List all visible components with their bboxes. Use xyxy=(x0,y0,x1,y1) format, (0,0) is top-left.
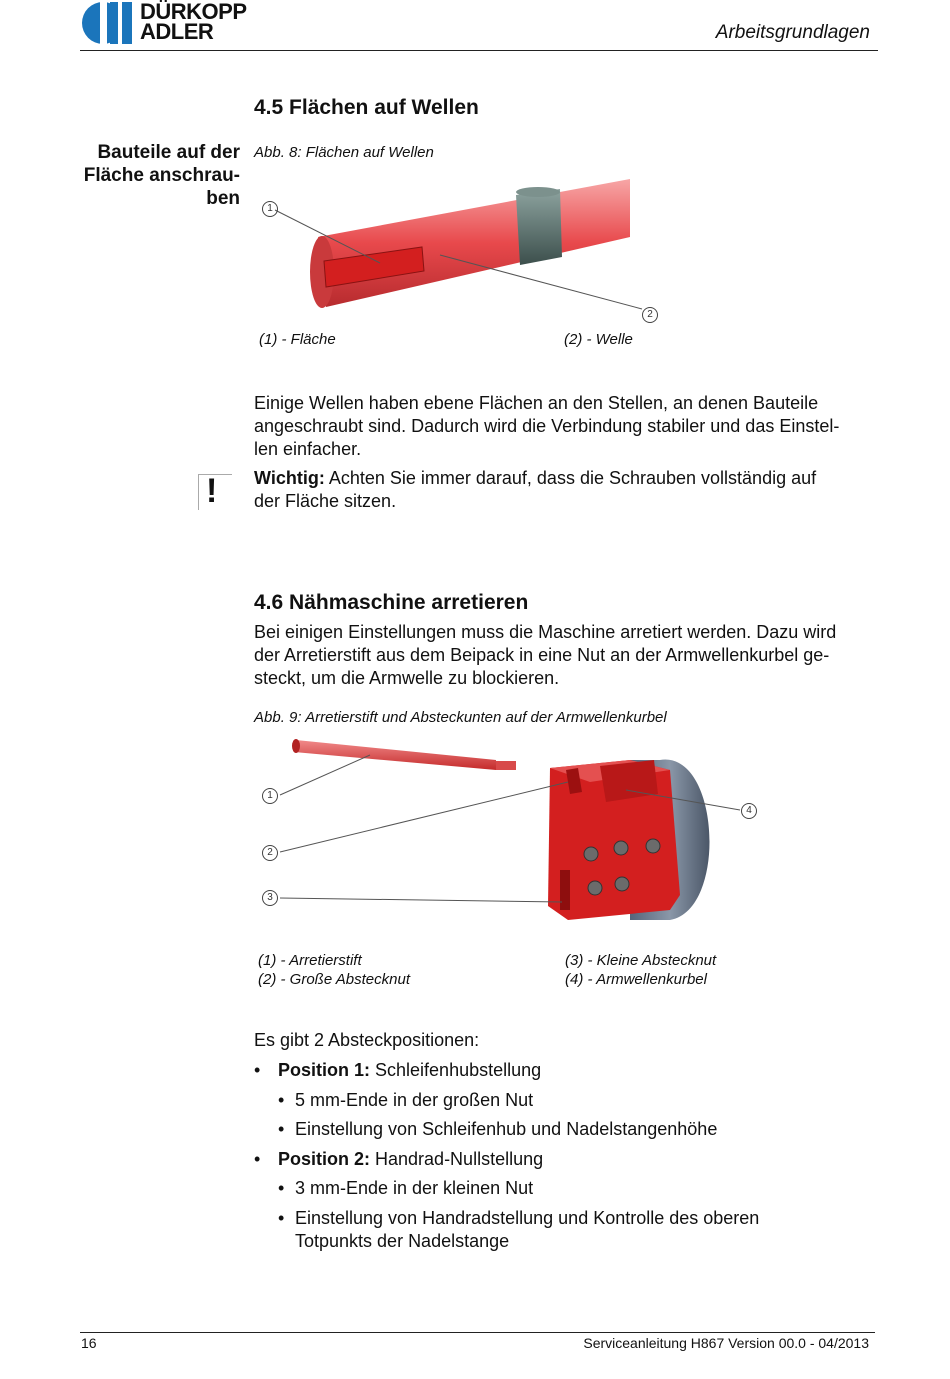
logo-mark-icon xyxy=(80,0,132,46)
logo-text-line1: DÜRKOPP xyxy=(140,0,247,24)
warning-line: der Fläche sitzen. xyxy=(254,491,397,511)
figure-8-shaft-illustration xyxy=(250,175,670,320)
paragraph-flaechen xyxy=(254,392,874,461)
legend-item-4: (4) - Armwellenkurbel xyxy=(565,971,707,988)
section-heading-4-6: 4.6 Nähmaschine arretieren xyxy=(254,591,529,614)
warning-line: Achten Sie immer darauf, dass die Schrauben vollständig auf xyxy=(324,468,817,488)
figure-caption-8: Abb. 8: Flächen auf Wellen xyxy=(254,144,434,161)
warning-icon xyxy=(198,474,232,510)
bullet: • xyxy=(254,1060,261,1080)
legend-item-1: (1) - Fläche xyxy=(259,331,336,348)
legend-item-2: (2) - Große Abstecknut xyxy=(258,971,410,988)
paragraph-line: Einige Wellen haben ebene Flächen an den Stellen, an denen Bauteile xyxy=(254,393,819,413)
callout-1: 1 xyxy=(262,201,278,217)
callout-1: 1 xyxy=(262,788,278,804)
callout-4: 4 xyxy=(741,803,757,819)
paragraph-line: len einfacher. xyxy=(254,439,362,459)
sub-item-text: Einstellung von Schleifenhub und Nadelstangenhöhe xyxy=(295,1119,718,1139)
margin-label-line: ben xyxy=(206,188,240,209)
legend-item-3: (3) - Kleine Abstecknut xyxy=(565,952,717,969)
header-divider xyxy=(80,50,878,51)
position-1-label: Position 1: xyxy=(278,1060,371,1080)
sub-item-text: 5 mm-Ende in der großen Nut xyxy=(295,1090,534,1110)
sub-item-text: 3 mm-Ende in der kleinen Nut xyxy=(295,1178,534,1198)
bullet: • xyxy=(254,1149,261,1169)
list-intro: Es gibt 2 Absteckpositionen: xyxy=(254,1030,480,1050)
warning-text xyxy=(254,467,874,513)
sub-item-text: Einstellung von Handradstellung und Kontrolle des oberen xyxy=(295,1208,760,1228)
shaft-ring xyxy=(516,189,562,265)
figure-9-crank-illustration xyxy=(250,730,770,945)
page-number: 16 xyxy=(81,1335,97,1351)
bullet: • xyxy=(278,1119,285,1139)
document-info: Serviceanleitung H867 Version 00.0 - 04/2013 xyxy=(583,1335,869,1351)
bullet: • xyxy=(278,1090,285,1110)
margin-label-line: Bauteile auf der xyxy=(97,142,240,163)
position-1-text: Schleifenhubstellung xyxy=(370,1060,542,1080)
sub-item-text: Totpunkts der Nadelstange xyxy=(295,1231,510,1251)
margin-label-line: Fläche anschrau- xyxy=(83,165,240,186)
paragraph-line: der Arretierstift aus dem Beipack in eine Nut an der Armwellenkurbel ge- xyxy=(254,645,830,665)
bullet: • xyxy=(278,1178,285,1198)
warning-label: Wichtig: xyxy=(254,468,325,488)
callout-2: 2 xyxy=(642,307,658,323)
paragraph-arretieren xyxy=(254,621,874,690)
legend-item-2: (2) - Welle xyxy=(564,331,633,348)
running-header-title: Arbeitsgrundlagen xyxy=(715,22,870,43)
bullet: • xyxy=(278,1208,285,1228)
position-2-text: Handrad-Nullstellung xyxy=(370,1149,544,1169)
footer-divider xyxy=(80,1332,875,1333)
position-2-label: Position 2: xyxy=(278,1149,371,1169)
callout-3: 3 xyxy=(262,890,278,906)
margin-label xyxy=(60,141,240,210)
section-heading-4-5: 4.5 Flächen auf Wellen xyxy=(254,96,479,119)
logo-text-line2: ADLER xyxy=(140,19,214,44)
paragraph-line: steckt, um die Armwelle zu blockieren. xyxy=(254,668,560,688)
locking-pin xyxy=(294,740,496,770)
warning-symbol: ! xyxy=(206,472,218,510)
paragraph-line: angeschraubt sind. Dadurch wird die Verbindung stabiler und das Einstel- xyxy=(254,416,840,436)
brand-logo xyxy=(80,0,270,46)
shaft-body xyxy=(318,179,630,307)
legend-item-1: (1) - Arretierstift xyxy=(258,952,362,969)
figure-caption-9: Abb. 9: Arretierstift und Absteckunten auf der Armwellenkurbel xyxy=(254,709,667,726)
paragraph-line: Bei einigen Einstellungen muss die Maschine arretiert werden. Dazu wird xyxy=(254,622,837,642)
callout-2: 2 xyxy=(262,845,278,861)
